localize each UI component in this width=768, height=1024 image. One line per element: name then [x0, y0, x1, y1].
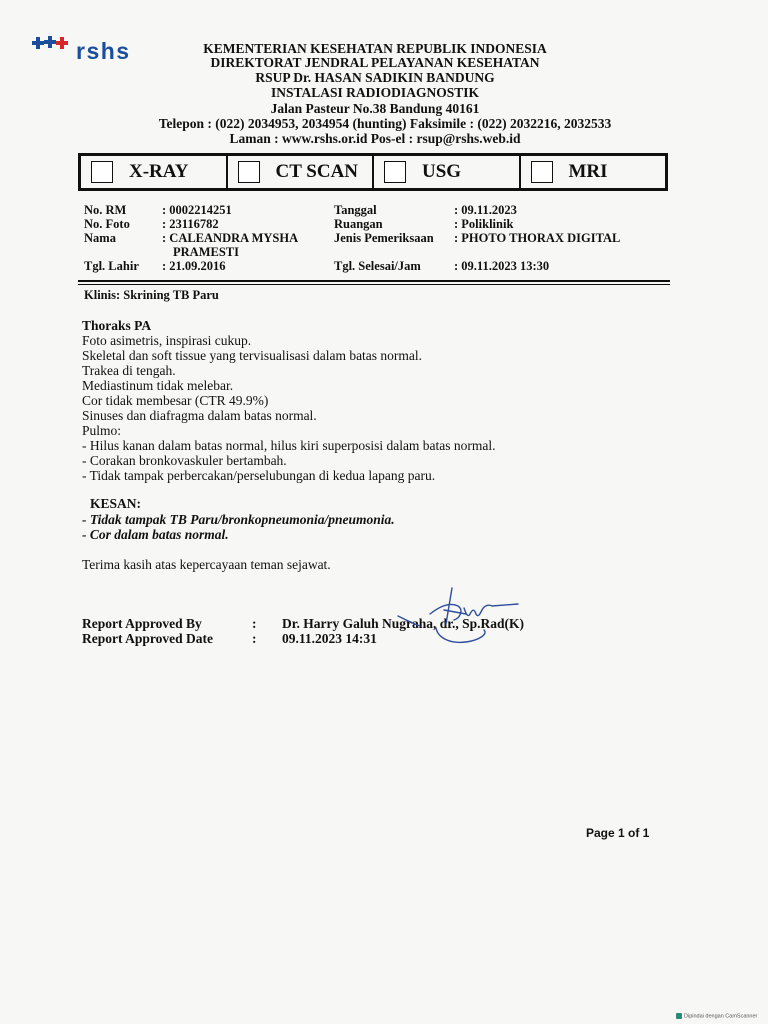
exam-option-mri[interactable]: [521, 156, 666, 188]
header-phone: Telepon : (022) 2034953, 2034954 (hunting) Faksimile : (022) 2032216, 2032533: [158, 116, 612, 131]
exam-option-ctscan[interactable]: [228, 156, 375, 188]
divider-thick: [78, 280, 670, 282]
rshs-emblem-icon: [30, 34, 74, 54]
label-nama: Nama: [84, 231, 116, 245]
value-tanggal: : 09.11.2023: [454, 203, 517, 217]
exam-type-bar: [78, 153, 668, 191]
value-tgl-lahir: : 21.09.2016: [162, 259, 226, 273]
exam-label-ctscan: CT SCAN: [275, 161, 359, 182]
scanner-watermark: [676, 1013, 757, 1019]
header-address: Jalan Pasteur No.38 Bandung 40161: [270, 101, 480, 116]
exam-option-xray[interactable]: [81, 156, 228, 188]
approved-by-label: Report Approved By: [82, 616, 202, 631]
label-jenis-pemeriksaan: Jenis Pemeriksaan: [334, 231, 434, 245]
value-nama-cont: PRAMESTI: [173, 245, 239, 259]
closing-text: Terima kasih atas kepercayaan teman sejawat.: [82, 557, 331, 572]
header-ministry: KEMENTERIAN KESEHATAN REPUBLIK INDONESIA: [203, 41, 547, 56]
scanner-label: Dipindai dengan CamScanner: [684, 1013, 758, 1020]
approved-date-value: 09.11.2023 14:31: [282, 631, 377, 646]
divider-thin: [78, 284, 670, 285]
kesan-item: - Tidak tampak TB Paru/bronkopneumonia/pneumonia.: [82, 512, 395, 527]
approved-date-label: Report Approved Date: [82, 631, 213, 646]
report-line: Mediastinum tidak melebar.: [82, 378, 234, 393]
exam-label-mri: MRI: [568, 161, 608, 182]
signature: [380, 584, 530, 654]
label-no-rm: No. RM: [84, 203, 127, 217]
checkbox-usg[interactable]: [384, 161, 406, 183]
label-tanggal: Tanggal: [334, 203, 377, 217]
value-no-rm: : 0002214251: [162, 203, 232, 217]
header-directorate: DIREKTORAT JENDRAL PELAYANAN KESEHATAN: [210, 55, 540, 70]
report-line: Cor tidak membesar (CTR 49.9%): [82, 393, 269, 408]
label-tgl-selesai: Tgl. Selesai/Jam: [334, 259, 421, 273]
label-tgl-lahir: Tgl. Lahir: [84, 259, 139, 273]
report-line: Skeletal dan soft tissue yang tervisualisasi dalam batas normal.: [82, 348, 423, 363]
exam-label-usg: USG: [422, 161, 462, 182]
checkbox-xray[interactable]: [91, 161, 113, 183]
exam-option-usg[interactable]: [374, 156, 521, 188]
report-line: Foto asimetris, inspirasi cukup.: [82, 333, 252, 348]
header-installation: INSTALASI RADIODIAGNOSTIK: [271, 85, 479, 100]
approved-by-value: Dr. Harry Galuh Nugraha, dr., Sp.Rad(K): [282, 616, 525, 631]
approved-date-colon: :: [252, 631, 257, 646]
checkbox-mri[interactable]: [531, 161, 553, 183]
value-ruangan: : Poliklinik: [454, 217, 514, 231]
value-jenis-pemeriksaan: : PHOTO THORAX DIGITAL: [454, 231, 621, 245]
scanner-icon: [676, 1013, 682, 1019]
approved-by-colon: :: [252, 616, 257, 631]
klinis-line: Klinis: Skrining TB Paru: [84, 288, 219, 302]
report-line: - Hilus kanan dalam batas normal, hilus kiri superposisi dalam batas normal.: [82, 438, 496, 453]
exam-label-xray: X-RAY: [129, 161, 189, 182]
value-no-foto: : 23116782: [162, 217, 219, 231]
label-no-foto: No. Foto: [84, 217, 130, 231]
report-line: Trakea di tengah.: [82, 363, 176, 378]
checkbox-ctscan[interactable]: [238, 161, 260, 183]
value-tgl-selesai: : 09.11.2023 13:30: [454, 259, 550, 273]
kesan-item: - Cor dalam batas normal.: [82, 527, 229, 542]
report-line: Sinuses dan diafragma dalam batas normal.: [82, 408, 317, 423]
header-web: Laman : www.rshs.or.id Pos-el : rsup@rshs.web.id: [229, 131, 521, 146]
report-line: - Tidak tampak perbercakan/perselubungan di kedua lapang paru.: [82, 468, 436, 483]
report-title: Thoraks PA: [82, 318, 152, 333]
report-line: Pulmo:: [82, 423, 122, 438]
logo-text: rshs: [76, 38, 131, 64]
kesan-title: KESAN:: [90, 496, 142, 511]
rshs-logo: [30, 34, 150, 64]
header-hospital: RSUP Dr. HASAN SADIKIN BANDUNG: [255, 70, 495, 85]
page-number: Page 1 of 1: [586, 826, 650, 840]
label-ruangan: Ruangan: [334, 217, 383, 231]
value-nama: : CALEANDRA MYSHA: [162, 231, 299, 245]
report-line: - Corakan bronkovaskuler bertambah.: [82, 453, 287, 468]
